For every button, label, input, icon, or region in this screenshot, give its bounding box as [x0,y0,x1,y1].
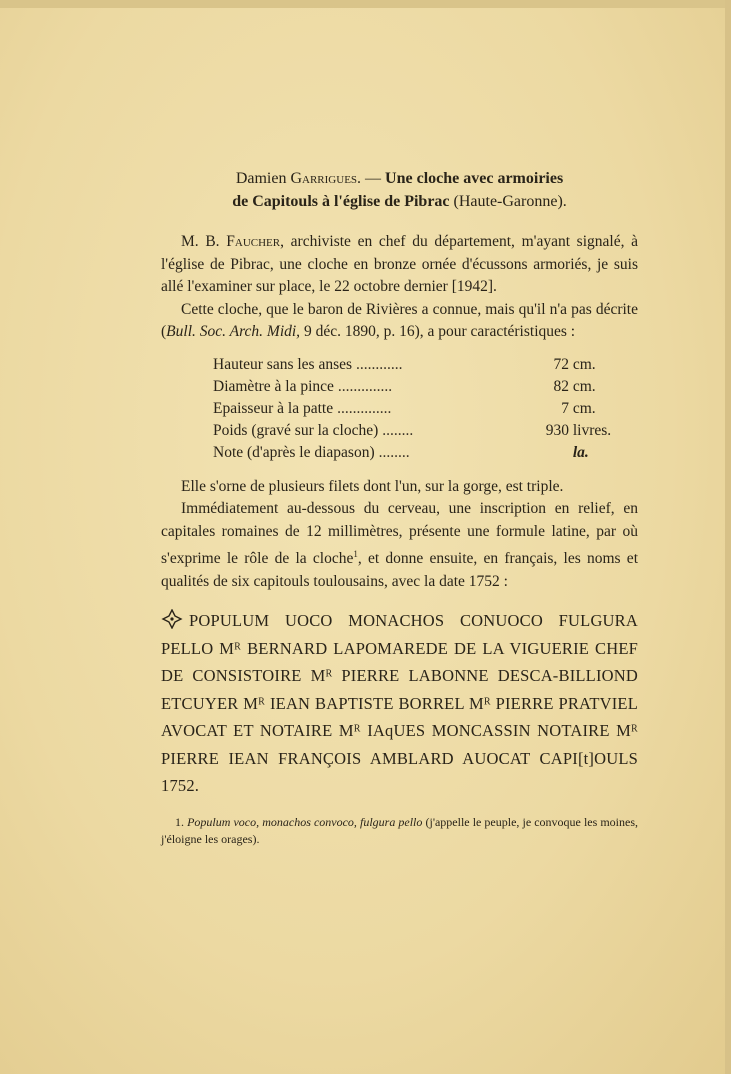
title-line2: de Capitouls à l'église de Pibrac [232,193,450,210]
para1-text: archiviste en chef du département, m'ayant signalé, à l'église de Pibrac, une cloche en bronze ornée d'écussons armoriés, je suis allé l'examiner sur place, le 22 octobre dernier [1942]. [161,233,639,295]
article [161,167,638,860]
spec-value: la. [572,443,589,461]
heading-dash: — [365,170,382,187]
page-right-edge [725,0,731,1074]
paragraph-2 [161,299,638,344]
spec-value: 82 cm. [553,377,596,395]
spec-leader-dots: ............ [356,355,403,373]
footnote-ref: 1 [353,549,358,559]
cross-icon [161,609,183,629]
spec-leader-dots: ........ [382,421,414,439]
footnote-number: 1. [175,814,184,829]
spec-leader-dots: .............. [337,377,393,395]
spec-value: 7 cm. [561,399,596,417]
author-last-name: Garrigues. [290,170,362,187]
title-line1: Une cloche avec armoiries [385,170,564,187]
page-top-edge [0,0,731,8]
spec-label: Diamètre à la pince [213,377,334,395]
para1-lead: M. B. [181,233,220,250]
article-heading [161,167,638,213]
spec-value: 72 cm. [553,355,596,373]
spec-row [213,442,613,464]
spec-label: Hauteur sans les anses [213,355,353,373]
bell-inscription [161,607,638,800]
spec-label: Epaisseur à la patte [213,399,334,417]
spec-leader-dots: ........ [378,443,410,461]
author-first-name: Damien [235,170,287,187]
para2-before: Cette cloche, que le baron de Rivières a connue, mais qu'il n'a pas décrite ( [161,300,638,340]
para2-after: 9 déc. 1890, p. 16), a pour caractéristiques : [300,323,576,340]
spec-row [213,376,613,398]
para1-name: Faucher, [226,233,284,250]
para2-citation: Bull. Soc. Arch. Midi, [166,323,301,340]
paragraph-4 [161,498,638,593]
footnote-translation: (j'appelle le peuple, je convoque les moines, j'éloigne les orages). [161,814,639,846]
footnote [161,814,638,848]
spec-label: Poids (gravé sur la cloche) [213,421,379,439]
para4-text: Immédiatement au-dessous du cerveau, une inscription en relief, en capitales romaines de 12 millimètres, présente une formule latine, par où s'exprime le rôle de la cloche [161,500,638,568]
spec-row [213,398,613,420]
specs-table [213,354,613,464]
para4-after: , et donne ensuite, en français, les noms et qualités de six capitouls toulousains, avec la date 1752 : [161,550,638,590]
footnote-latin: Populum voco, monachos convoco, fulgura pello [187,814,423,829]
spec-row [213,354,613,376]
spec-label: Note (d'après le diapason) [213,443,375,461]
inscription-text: POPULUM UOCO MONACHOS CONUOCO FULGURA PELLO Mᴿ BERNARD LAPOMAREDE DE LA VIGUERIE CHEF DE CONSISTOIRE Mᴿ PIERRE LABONNE DESCA-BILLIOND ETCUYER Mᴿ IEAN BAPTISTE BORREL Mᴿ PIERRE PRATVIEL AVOCAT ET NOTAIRE Mᴿ IAqUES MONCASSIN NOTAIRE Mᴿ PIERRE IEAN FRANÇOIS AMBLARD AUOCAT CAPI[t]OULS 1752. [161,611,638,796]
spec-leader-dots: .............. [337,399,392,417]
paragraph-3: Elle s'orne de plusieurs filets dont l'un, sur la gorge, est triple. [181,477,564,495]
paragraph-1 [161,231,638,299]
spec-value: 930 livres. [545,421,612,439]
spec-row [213,420,613,442]
title-location: (Haute-Garonne). [453,193,567,210]
